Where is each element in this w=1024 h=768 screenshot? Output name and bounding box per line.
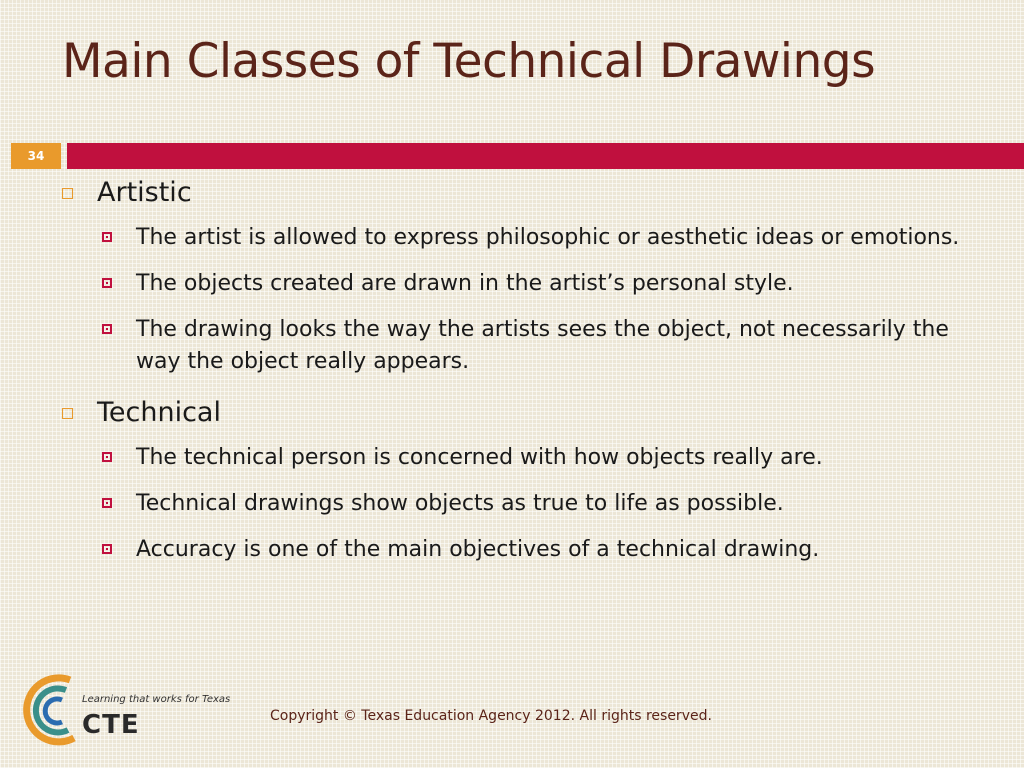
- logo-tagline: Learning that works for Texas: [82, 694, 231, 705]
- filled-square-bullet-icon: [102, 544, 112, 554]
- square-bullet-icon: [62, 188, 73, 199]
- filled-square-bullet-icon: [102, 278, 112, 288]
- cte-swoosh-icon: [22, 672, 82, 752]
- slide-content: [62, 176, 1002, 580]
- bullet-item: The artist is allowed to express philosophic or aesthetic ideas or emotions.: [102, 222, 1002, 254]
- filled-square-bullet-icon: [102, 232, 112, 242]
- slide-title: Main Classes of Technical Drawings: [62, 34, 876, 89]
- bullet-item: Technical drawings show objects as true to life as possible.: [102, 488, 1002, 520]
- bullet-item: The drawing looks the way the artists sees the object, not necessarily the way the object really appears.: [102, 314, 1002, 378]
- cte-logo: [22, 672, 231, 752]
- footer-copyright: Copyright © Texas Education Agency 2012. All rights reserved.: [270, 708, 712, 724]
- title-divider-bar: [67, 143, 1024, 169]
- filled-square-bullet-icon: [102, 324, 112, 334]
- filled-square-bullet-icon: [102, 498, 112, 508]
- slide-number: 34: [11, 143, 61, 169]
- square-bullet-icon: [62, 408, 73, 419]
- bullet-item: The objects created are drawn in the artist’s personal style.: [102, 268, 1002, 300]
- logo-name: CTE: [82, 710, 140, 740]
- bullet-item: The technical person is concerned with how objects really are.: [102, 442, 1002, 474]
- section-heading-artistic: Artistic: [62, 176, 1002, 210]
- filled-square-bullet-icon: [102, 452, 112, 462]
- bullet-item: Accuracy is one of the main objectives of a technical drawing.: [102, 534, 1002, 566]
- section-heading-technical: Technical: [62, 396, 1002, 430]
